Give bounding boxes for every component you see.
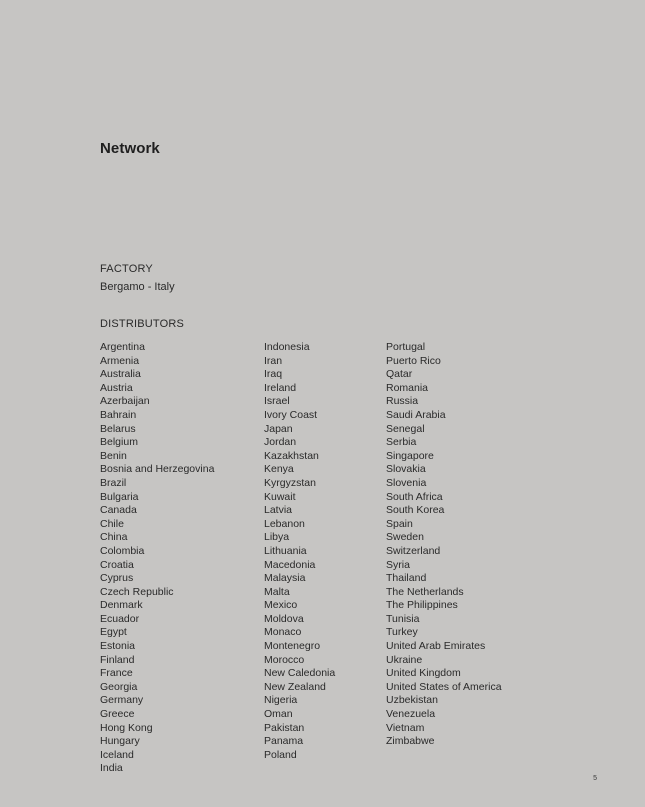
- distributor-country: Israel: [264, 395, 290, 408]
- distributor-country: Slovakia: [386, 463, 426, 476]
- distributor-country: Croatia: [100, 558, 134, 571]
- distributor-country: Senegal: [386, 422, 425, 435]
- distributor-country: Denmark: [100, 599, 143, 612]
- distributor-country: United Arab Emirates: [386, 640, 486, 653]
- distributor-country: Puerto Rico: [386, 354, 441, 367]
- distributor-country: Panama: [264, 735, 304, 748]
- distributor-country: Iceland: [100, 748, 134, 761]
- distributor-country: Jordan: [264, 436, 297, 449]
- distributor-country: Spain: [386, 517, 413, 530]
- distributor-country: Greece: [100, 708, 135, 721]
- distributor-country: Lithuania: [264, 544, 307, 557]
- distributor-country: Australia: [100, 368, 141, 381]
- distributor-country: Malta: [264, 585, 290, 598]
- distributor-country: Lebanon: [264, 517, 305, 530]
- distributor-country: Germany: [100, 694, 144, 707]
- distributor-country: Mexico: [264, 599, 298, 612]
- distributors-column-3: [386, 341, 502, 749]
- distributor-country: Kyrgyzstan: [264, 476, 316, 489]
- distributor-country: Iran: [264, 354, 283, 367]
- distributor-country: Malaysia: [264, 572, 306, 585]
- distributor-country: Egypt: [100, 626, 127, 639]
- distributor-country: Monaco: [264, 626, 302, 639]
- distributor-country: Bosnia and Herzegovina: [100, 463, 215, 476]
- distributor-country: Serbia: [386, 436, 417, 449]
- distributor-country: Sweden: [386, 531, 424, 544]
- distributor-country: Kenya: [264, 463, 294, 476]
- distributor-country: Finland: [100, 653, 135, 666]
- distributor-country: Portugal: [386, 341, 426, 353]
- distributor-country: Bahrain: [100, 408, 137, 421]
- distributor-country: Indonesia: [264, 341, 310, 353]
- distributor-country: Oman: [264, 708, 293, 721]
- distributor-country: Saudi Arabia: [386, 408, 446, 421]
- distributor-country: Iraq: [264, 368, 283, 381]
- distributor-country: Moldova: [264, 612, 304, 625]
- distributor-country: Argentina: [100, 341, 145, 353]
- factory-label: FACTORY: [100, 263, 153, 275]
- distributor-country: Georgia: [100, 680, 138, 693]
- distributor-country: Belgium: [100, 436, 138, 449]
- distributors-label: DISTRIBUTORS: [100, 318, 185, 330]
- distributor-country: Canada: [100, 504, 137, 517]
- distributor-country: Ukraine: [386, 653, 423, 666]
- distributor-country: Macedonia: [264, 558, 316, 571]
- distributor-country: New Zealand: [264, 680, 326, 693]
- distributor-country: Slovenia: [386, 476, 427, 489]
- distributor-country: Pakistan: [264, 721, 305, 734]
- distributor-country: Ireland: [264, 381, 297, 394]
- distributor-country: Hungary: [100, 735, 140, 748]
- distributor-country: Romania: [386, 381, 429, 394]
- distributor-country: Belarus: [100, 422, 136, 435]
- page-title: Network: [100, 140, 160, 157]
- distributor-country: Russia: [386, 395, 419, 408]
- distributor-country: United Kingdom: [386, 667, 461, 680]
- distributor-country: Uzbekistan: [386, 694, 438, 707]
- distributor-country: Cyprus: [100, 572, 134, 585]
- distributor-country: China: [100, 531, 128, 544]
- distributor-country: Syria: [386, 558, 410, 571]
- distributor-country: Colombia: [100, 544, 145, 557]
- distributor-country: Brazil: [100, 476, 127, 489]
- distributor-country: The Philippines: [386, 599, 458, 612]
- distributor-country: South Africa: [386, 490, 443, 503]
- distributor-country: South Korea: [386, 504, 445, 517]
- factory-location: Bergamo - Italy: [100, 281, 175, 293]
- page-number: 5: [593, 775, 597, 782]
- distributor-country: Kuwait: [264, 490, 296, 503]
- distributor-country: Ecuador: [100, 612, 140, 625]
- distributor-country: Thailand: [386, 572, 427, 585]
- distributor-country: Hong Kong: [100, 721, 153, 734]
- distributor-country: Bulgaria: [100, 490, 139, 503]
- distributor-country: Japan: [264, 422, 293, 435]
- distributor-country: Czech Republic: [100, 585, 174, 598]
- distributor-country: Tunisia: [386, 612, 420, 625]
- distributor-country: Morocco: [264, 653, 305, 666]
- distributor-country: Zimbabwe: [386, 735, 435, 748]
- distributor-country: Montenegro: [264, 640, 321, 653]
- distributor-country: Estonia: [100, 640, 136, 653]
- distributor-country: Switzerland: [386, 544, 441, 557]
- distributor-country: Benin: [100, 449, 127, 462]
- distributors-column-2: [264, 341, 335, 762]
- distributor-country: Qatar: [386, 368, 413, 381]
- distributor-country: New Caledonia: [264, 667, 336, 680]
- distributor-country: Azerbaijan: [100, 395, 150, 408]
- distributors-column-1: [100, 341, 214, 776]
- distributor-country: India: [100, 762, 123, 775]
- distributor-country: France: [100, 667, 133, 680]
- distributor-country: Turkey: [386, 626, 418, 639]
- distributor-country: Libya: [264, 531, 290, 544]
- distributor-country: Ivory Coast: [264, 408, 318, 421]
- distributor-country: Armenia: [100, 354, 140, 367]
- distributor-country: Austria: [100, 381, 133, 394]
- distributor-country: The Netherlands: [386, 585, 464, 598]
- distributor-country: Latvia: [264, 504, 293, 517]
- distributor-country: Venezuela: [386, 708, 436, 721]
- distributor-country: Poland: [264, 748, 297, 761]
- distributor-country: Singapore: [386, 449, 434, 462]
- distributor-country: Chile: [100, 517, 124, 530]
- distributor-country: Vietnam: [386, 721, 425, 734]
- distributor-country: Kazakhstan: [264, 449, 319, 462]
- distributor-country: Nigeria: [264, 694, 298, 707]
- distributor-country: United States of America: [386, 680, 502, 693]
